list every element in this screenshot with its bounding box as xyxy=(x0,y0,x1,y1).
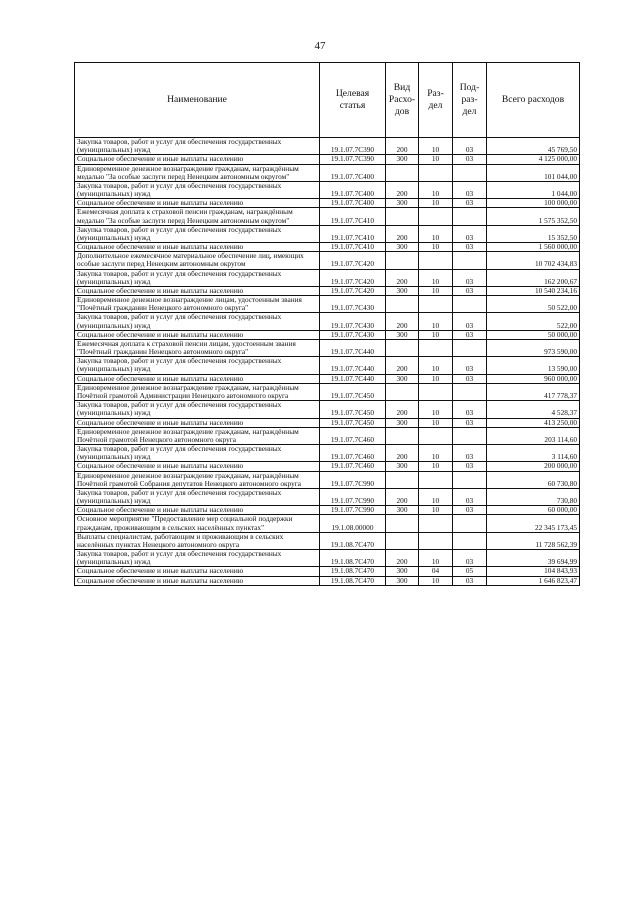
table-row xyxy=(75,339,580,356)
row-name-cell: Социальное обеспечение и иные выплаты населению xyxy=(75,199,320,208)
row-target-article-cell: 19.1.07.7С460 xyxy=(320,445,386,462)
row-total-cell: 4 125 000,00 xyxy=(487,155,580,164)
table-row xyxy=(75,506,580,515)
row-subsection-cell: 03 xyxy=(453,330,487,339)
header-target-article: Целевая статья xyxy=(320,63,386,138)
row-section-cell xyxy=(419,252,453,269)
row-total-cell: 4 528,37 xyxy=(487,401,580,418)
table-row xyxy=(75,515,580,532)
row-subsection-cell xyxy=(453,515,487,532)
row-name-cell: Социальное обеспечение и иные выплаты населению xyxy=(75,567,320,576)
row-section-cell: 10 xyxy=(419,155,453,164)
row-name-cell: Социальное обеспечение и иные выплаты населению xyxy=(75,576,320,585)
table-row xyxy=(75,252,580,269)
row-target-article-cell: 19.1.07.7С410 xyxy=(320,225,386,242)
row-name-cell: Социальное обеспечение и иные выплаты населению xyxy=(75,286,320,295)
row-expense-type-cell: 200 xyxy=(386,401,419,418)
row-section-cell xyxy=(419,532,453,549)
row-target-article-cell: 19.1.08.7С470 xyxy=(320,532,386,549)
row-subsection-cell: 05 xyxy=(453,567,487,576)
row-target-article-cell: 19.1.07.7С440 xyxy=(320,339,386,356)
table-row xyxy=(75,243,580,252)
row-target-article-cell: 19.1.07.7С460 xyxy=(320,427,386,444)
row-target-article-cell: 19.1.07.7С990 xyxy=(320,488,386,505)
row-total-cell: 1 560 000,00 xyxy=(487,243,580,252)
row-target-article-cell: 19.1.08.7С470 xyxy=(320,550,386,567)
row-section-cell: 04 xyxy=(419,567,453,576)
row-section-cell: 10 xyxy=(419,462,453,471)
row-expense-type-cell xyxy=(386,532,419,549)
page-number: 47 xyxy=(314,40,326,52)
header-name: Наименование xyxy=(75,63,320,138)
row-total-cell: 1 575 352,50 xyxy=(487,208,580,225)
row-section-cell: 10 xyxy=(419,401,453,418)
row-target-article-cell: 19.1.08.7С470 xyxy=(320,576,386,585)
table-header-row xyxy=(75,63,580,138)
row-subsection-cell xyxy=(453,532,487,549)
table-row xyxy=(75,138,580,155)
row-total-cell: 1 044,00 xyxy=(487,181,580,198)
row-name-cell: Социальное обеспечение и иные выплаты населению xyxy=(75,374,320,383)
row-subsection-cell: 03 xyxy=(453,445,487,462)
row-total-cell: 1 646 823,47 xyxy=(487,576,580,585)
row-target-article-cell: 19.1.07.7С420 xyxy=(320,269,386,286)
table-row xyxy=(75,286,580,295)
budget-table xyxy=(74,62,580,586)
row-expense-type-cell: 300 xyxy=(386,199,419,208)
row-expense-type-cell: 300 xyxy=(386,418,419,427)
row-subsection-cell xyxy=(453,427,487,444)
row-name-cell: Единовременное денежное вознаграждение лицам, удостоенным звания "Почётный гражданин Ненецкого автономного округа" xyxy=(75,296,320,313)
table-row xyxy=(75,471,580,488)
row-expense-type-cell: 200 xyxy=(386,488,419,505)
row-target-article-cell: 19.1.07.7С410 xyxy=(320,208,386,225)
row-target-article-cell: 19.1.07.7С430 xyxy=(320,296,386,313)
row-subsection-cell: 03 xyxy=(453,313,487,330)
row-section-cell: 10 xyxy=(419,313,453,330)
row-total-cell: 3 114,60 xyxy=(487,445,580,462)
row-name-cell: Закупка товаров, работ и услуг для обеспечения государственных (муниципальных) нужд xyxy=(75,357,320,374)
row-section-cell: 10 xyxy=(419,181,453,198)
row-total-cell: 100 000,00 xyxy=(487,199,580,208)
row-total-cell: 101 044,00 xyxy=(487,164,580,181)
row-subsection-cell: 03 xyxy=(453,138,487,155)
row-section-cell: 10 xyxy=(419,357,453,374)
table-row xyxy=(75,374,580,383)
table-row xyxy=(75,427,580,444)
row-total-cell: 60 730,80 xyxy=(487,471,580,488)
row-expense-type-cell: 300 xyxy=(386,286,419,295)
table-row xyxy=(75,550,580,567)
row-total-cell: 45 769,50 xyxy=(487,138,580,155)
row-name-cell: Закупка товаров, работ и услуг для обеспечения государственных (муниципальных) нужд xyxy=(75,550,320,567)
row-name-cell: Закупка товаров, работ и услуг для обеспечения государственных (муниципальных) нужд xyxy=(75,181,320,198)
table-row xyxy=(75,488,580,505)
row-name-cell: Закупка товаров, работ и услуг для обеспечения государственных (муниципальных) нужд xyxy=(75,225,320,242)
row-name-cell: Социальное обеспечение и иные выплаты населению xyxy=(75,418,320,427)
row-expense-type-cell: 200 xyxy=(386,138,419,155)
row-name-cell: Закупка товаров, работ и услуг для обеспечения государственных (муниципальных) нужд xyxy=(75,138,320,155)
row-target-article-cell: 19.1.08.7С470 xyxy=(320,567,386,576)
table-row xyxy=(75,313,580,330)
row-target-article-cell: 19.1.07.7С390 xyxy=(320,138,386,155)
row-name-cell: Единовременное денежное вознаграждение гражданам, награждённым медалью "За особые заслуги перед Ненецким автономным округом" xyxy=(75,164,320,181)
table-row xyxy=(75,208,580,225)
row-expense-type-cell: 300 xyxy=(386,374,419,383)
row-name-cell: Ежемесячная доплата к страховой пенсии лицам, удостоенным звания "Почётный гражданин Ненецкого автономного округа" xyxy=(75,339,320,356)
row-expense-type-cell: 200 xyxy=(386,357,419,374)
table-body xyxy=(75,138,580,586)
row-target-article-cell: 19.1.07.7С430 xyxy=(320,313,386,330)
row-name-cell: Социальное обеспечение и иные выплаты населению xyxy=(75,462,320,471)
table-row xyxy=(75,357,580,374)
row-subsection-cell: 03 xyxy=(453,357,487,374)
row-expense-type-cell: 300 xyxy=(386,155,419,164)
row-expense-type-cell xyxy=(386,208,419,225)
row-subsection-cell: 03 xyxy=(453,155,487,164)
row-subsection-cell: 03 xyxy=(453,488,487,505)
row-name-cell: Ежемесячная доплата к страховой пенсии гражданам, награждённым медалью "За особые заслуги перед Ненецким автономным округом" xyxy=(75,208,320,225)
row-name-cell: Закупка товаров, работ и услуг для обеспечения государственных (муниципальных) нужд xyxy=(75,401,320,418)
row-subsection-cell: 03 xyxy=(453,243,487,252)
row-expense-type-cell: 300 xyxy=(386,462,419,471)
row-total-cell: 10 702 434,83 xyxy=(487,252,580,269)
row-section-cell: 10 xyxy=(419,488,453,505)
table-row xyxy=(75,401,580,418)
row-expense-type-cell xyxy=(386,339,419,356)
table-row xyxy=(75,181,580,198)
row-target-article-cell: 19.1.07.7С420 xyxy=(320,252,386,269)
row-subsection-cell xyxy=(453,296,487,313)
row-section-cell: 10 xyxy=(419,225,453,242)
table-row xyxy=(75,330,580,339)
row-total-cell: 50 000,00 xyxy=(487,330,580,339)
row-expense-type-cell: 200 xyxy=(386,181,419,198)
row-target-article-cell: 19.1.07.7С990 xyxy=(320,506,386,515)
row-section-cell xyxy=(419,383,453,400)
row-section-cell xyxy=(419,471,453,488)
row-expense-type-cell xyxy=(386,252,419,269)
row-expense-type-cell: 300 xyxy=(386,243,419,252)
row-section-cell: 10 xyxy=(419,269,453,286)
row-section-cell xyxy=(419,164,453,181)
row-name-cell: Социальное обеспечение и иные выплаты населению xyxy=(75,155,320,164)
row-target-article-cell: 19.1.07.7С990 xyxy=(320,471,386,488)
row-subsection-cell: 03 xyxy=(453,418,487,427)
row-section-cell xyxy=(419,339,453,356)
row-total-cell: 417 778,37 xyxy=(487,383,580,400)
row-total-cell: 730,80 xyxy=(487,488,580,505)
row-section-cell: 10 xyxy=(419,550,453,567)
row-subsection-cell xyxy=(453,471,487,488)
row-target-article-cell: 19.1.08.00000 xyxy=(320,515,386,532)
row-total-cell: 50 522,00 xyxy=(487,296,580,313)
row-section-cell xyxy=(419,296,453,313)
row-subsection-cell xyxy=(453,164,487,181)
row-subsection-cell: 03 xyxy=(453,506,487,515)
row-subsection-cell: 03 xyxy=(453,462,487,471)
row-target-article-cell: 19.1.07.7С420 xyxy=(320,286,386,295)
row-expense-type-cell: 200 xyxy=(386,445,419,462)
table-row xyxy=(75,418,580,427)
row-section-cell: 10 xyxy=(419,506,453,515)
table-row xyxy=(75,296,580,313)
header-total: Всего расходов xyxy=(487,63,580,138)
row-expense-type-cell xyxy=(386,296,419,313)
row-expense-type-cell: 300 xyxy=(386,330,419,339)
row-name-cell: Единовременное денежное вознаграждение гражданам, награждённым Почётной грамотой Администрации Ненецкого автономного округа xyxy=(75,383,320,400)
row-target-article-cell: 19.1.07.7С410 xyxy=(320,243,386,252)
row-total-cell: 22 345 173,45 xyxy=(487,515,580,532)
row-name-cell: Единовременное денежное вознаграждение гражданам, награждённым Почётной грамотой Собрания депутатов Ненецкого автономного округа xyxy=(75,471,320,488)
table-row xyxy=(75,164,580,181)
row-section-cell: 10 xyxy=(419,418,453,427)
row-target-article-cell: 19.1.07.7С400 xyxy=(320,199,386,208)
table-row xyxy=(75,225,580,242)
row-total-cell: 200 000,00 xyxy=(487,462,580,471)
row-name-cell: Закупка товаров, работ и услуг для обеспечения государственных (муниципальных) нужд xyxy=(75,313,320,330)
row-name-cell: Дополнительное ежемесячное материальное обеспечение лиц, имеющих особые заслуги перед Ненецким автономным округом xyxy=(75,252,320,269)
row-expense-type-cell: 300 xyxy=(386,506,419,515)
row-target-article-cell: 19.1.07.7С400 xyxy=(320,164,386,181)
row-total-cell: 60 000,00 xyxy=(487,506,580,515)
row-total-cell: 11 728 562,39 xyxy=(487,532,580,549)
row-subsection-cell: 03 xyxy=(453,199,487,208)
table-row xyxy=(75,199,580,208)
row-expense-type-cell: 300 xyxy=(386,567,419,576)
row-target-article-cell: 19.1.07.7С450 xyxy=(320,418,386,427)
row-section-cell: 10 xyxy=(419,576,453,585)
row-total-cell: 203 114,60 xyxy=(487,427,580,444)
row-total-cell: 13 590,00 xyxy=(487,357,580,374)
row-name-cell: Основное мероприятие "Предоставление мер социальной поддержки гражданам, проживающим в сельских населённых пунктах" xyxy=(75,515,320,532)
row-total-cell: 104 843,93 xyxy=(487,567,580,576)
row-section-cell: 10 xyxy=(419,445,453,462)
row-name-cell: Социальное обеспечение и иные выплаты населению xyxy=(75,506,320,515)
row-section-cell: 10 xyxy=(419,243,453,252)
row-section-cell: 10 xyxy=(419,286,453,295)
table-row xyxy=(75,269,580,286)
row-expense-type-cell xyxy=(386,383,419,400)
row-section-cell xyxy=(419,208,453,225)
row-expense-type-cell: 300 xyxy=(386,576,419,585)
row-subsection-cell: 03 xyxy=(453,286,487,295)
row-name-cell: Социальное обеспечение и иные выплаты населению xyxy=(75,330,320,339)
row-subsection-cell: 03 xyxy=(453,181,487,198)
row-total-cell: 413 250,00 xyxy=(487,418,580,427)
header-expense-type: Вид Расхо-дов xyxy=(386,63,419,138)
table-row xyxy=(75,155,580,164)
row-total-cell: 39 694,99 xyxy=(487,550,580,567)
row-total-cell: 15 352,50 xyxy=(487,225,580,242)
row-name-cell: Выплаты специалистам, работающим и проживающим в сельских населённых пунктах Ненецкого автономного округа xyxy=(75,532,320,549)
row-subsection-cell: 03 xyxy=(453,550,487,567)
row-section-cell: 10 xyxy=(419,138,453,155)
table-row xyxy=(75,576,580,585)
table-row xyxy=(75,445,580,462)
row-section-cell: 10 xyxy=(419,199,453,208)
row-expense-type-cell: 200 xyxy=(386,269,419,286)
row-expense-type-cell: 200 xyxy=(386,313,419,330)
row-subsection-cell: 03 xyxy=(453,269,487,286)
row-name-cell: Единовременное денежное вознаграждение гражданам, награждённым Почётной грамотой Ненецкого автономного округа xyxy=(75,427,320,444)
row-subsection-cell: 03 xyxy=(453,225,487,242)
row-target-article-cell: 19.1.07.7С460 xyxy=(320,462,386,471)
row-subsection-cell: 03 xyxy=(453,401,487,418)
row-subsection-cell xyxy=(453,383,487,400)
row-section-cell: 10 xyxy=(419,374,453,383)
row-target-article-cell: 19.1.07.7С440 xyxy=(320,374,386,383)
row-expense-type-cell xyxy=(386,515,419,532)
row-name-cell: Закупка товаров, работ и услуг для обеспечения государственных (муниципальных) нужд xyxy=(75,445,320,462)
header-section: Раз-дел xyxy=(419,63,453,138)
row-subsection-cell xyxy=(453,252,487,269)
row-name-cell: Социальное обеспечение и иные выплаты населению xyxy=(75,243,320,252)
row-total-cell: 960 000,00 xyxy=(487,374,580,383)
row-total-cell: 10 540 234,16 xyxy=(487,286,580,295)
row-section-cell xyxy=(419,515,453,532)
table-row xyxy=(75,532,580,549)
table-row xyxy=(75,383,580,400)
row-subsection-cell xyxy=(453,339,487,356)
row-target-article-cell: 19.1.07.7С450 xyxy=(320,401,386,418)
row-expense-type-cell: 200 xyxy=(386,225,419,242)
row-target-article-cell: 19.1.07.7С430 xyxy=(320,330,386,339)
row-expense-type-cell: 200 xyxy=(386,550,419,567)
row-name-cell: Закупка товаров, работ и услуг для обеспечения государственных (муниципальных) нужд xyxy=(75,488,320,505)
header-subsection: Под-раз-дел xyxy=(453,63,487,138)
table-row xyxy=(75,567,580,576)
row-total-cell: 522,00 xyxy=(487,313,580,330)
row-name-cell: Закупка товаров, работ и услуг для обеспечения государственных (муниципальных) нужд xyxy=(75,269,320,286)
row-target-article-cell: 19.1.07.7С440 xyxy=(320,357,386,374)
row-subsection-cell: 03 xyxy=(453,374,487,383)
row-subsection-cell: 03 xyxy=(453,576,487,585)
row-section-cell xyxy=(419,427,453,444)
row-expense-type-cell xyxy=(386,471,419,488)
row-target-article-cell: 19.1.07.7С450 xyxy=(320,383,386,400)
row-target-article-cell: 19.1.07.7С400 xyxy=(320,181,386,198)
row-target-article-cell: 19.1.07.7С390 xyxy=(320,155,386,164)
row-expense-type-cell xyxy=(386,427,419,444)
row-section-cell: 10 xyxy=(419,330,453,339)
row-total-cell: 162 200,67 xyxy=(487,269,580,286)
row-total-cell: 973 590,00 xyxy=(487,339,580,356)
table-row xyxy=(75,462,580,471)
row-subsection-cell xyxy=(453,208,487,225)
row-expense-type-cell xyxy=(386,164,419,181)
